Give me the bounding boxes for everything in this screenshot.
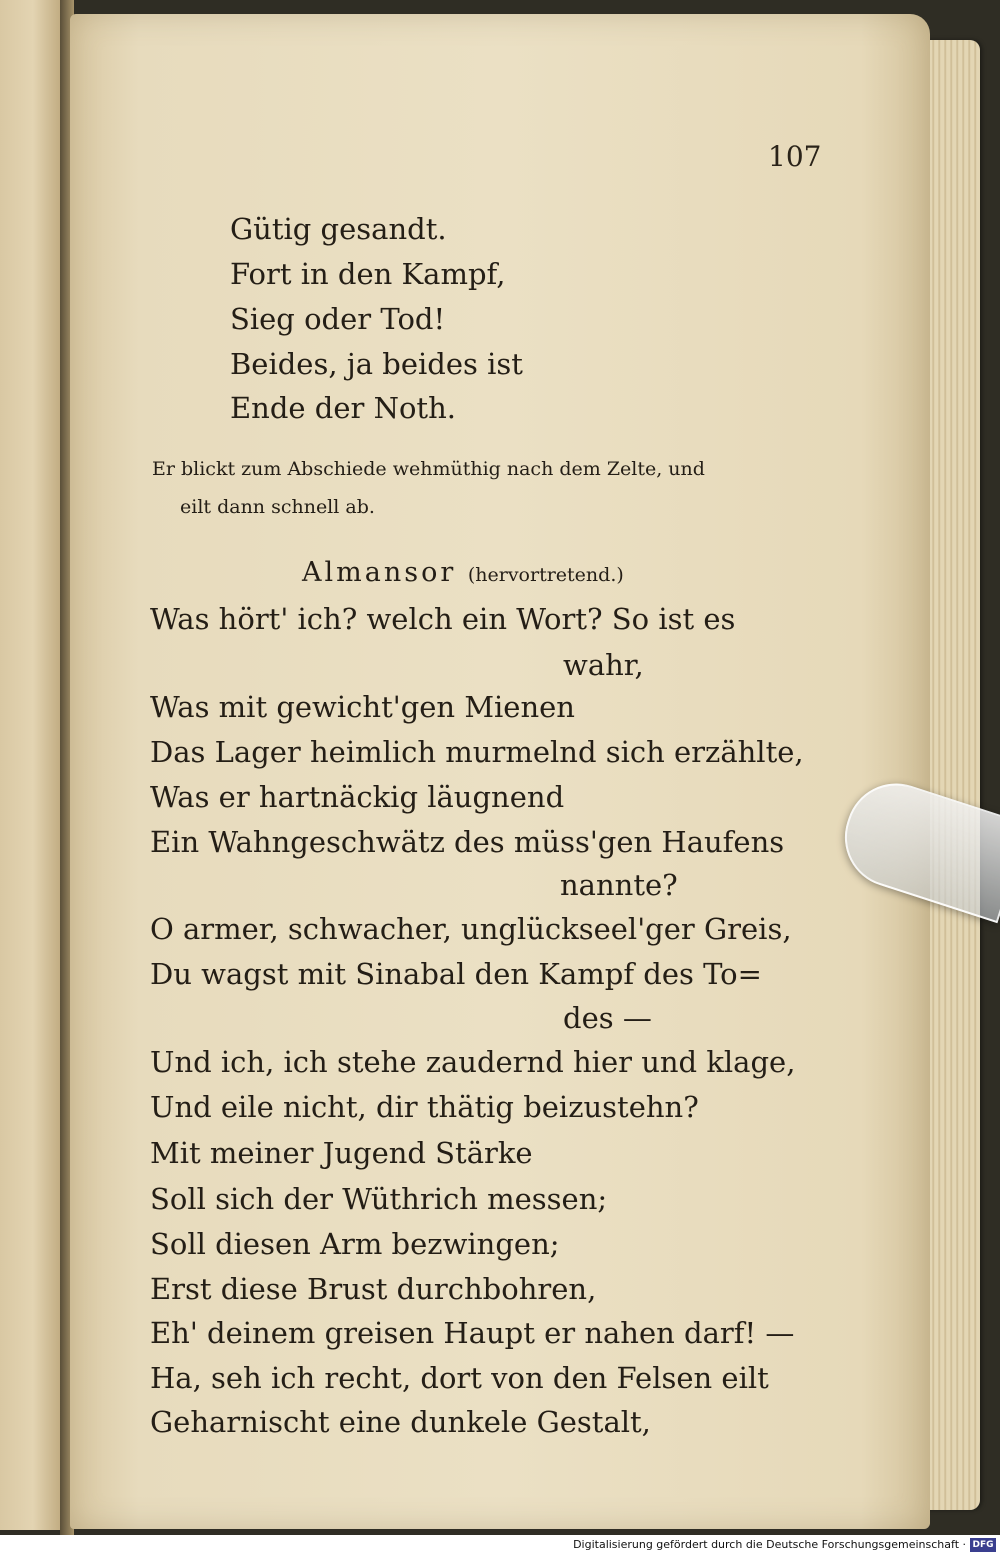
verse-line: Fort in den Kampf, xyxy=(230,257,506,291)
verse-line: Ha, seh ich recht, dort von den Felsen eilt xyxy=(150,1361,769,1395)
verse-line: Und ich, ich stehe zaudernd hier und klage, xyxy=(150,1045,796,1079)
verse-line: Ende der Noth. xyxy=(230,391,456,425)
verse-line: Erst diese Brust durchbohren, xyxy=(150,1272,597,1306)
speaker-note: (hervortretend.) xyxy=(467,564,624,586)
page-number: 107 xyxy=(768,140,822,173)
verse-line: nannte? xyxy=(560,868,678,902)
verse-line: Gütig gesandt. xyxy=(230,212,447,246)
verse-line: Du wagst mit Sinabal den Kampf des To= xyxy=(150,957,762,991)
verse-line: Sieg oder Tod! xyxy=(230,302,446,336)
verse-line: Mit meiner Jugend Stärke xyxy=(150,1136,533,1170)
stage-direction-line: Er blickt zum Abschiede wehmüthig nach dem Zelte, und xyxy=(152,458,705,480)
verse-line: Eh' deinem greisen Haupt er nahen darf! — xyxy=(150,1316,795,1350)
verse-line: Was er hartnäckig läugnend xyxy=(150,780,565,814)
verse-line: Das Lager heimlich murmelnd sich erzählte, xyxy=(150,735,804,769)
verse-line: O armer, schwacher, unglückseel'ger Greis, xyxy=(150,912,792,946)
verse-line: Was hört' ich? welch ein Wort? So ist es xyxy=(150,602,736,636)
left-page-edge xyxy=(0,0,62,1530)
verse-line: Geharnischt eine dunkele Gestalt, xyxy=(150,1405,651,1439)
verse-line: Und eile nicht, dir thätig beizustehn? xyxy=(150,1090,699,1124)
verse-line: Beides, ja beides ist xyxy=(230,347,523,381)
verse-line: Soll sich der Wüthrich messen; xyxy=(150,1182,608,1216)
verse-line: Was mit gewicht'gen Mienen xyxy=(150,690,575,724)
speaker-heading xyxy=(302,557,624,588)
verse-line: Soll diesen Arm bezwingen; xyxy=(150,1227,560,1261)
stage-direction-line: eilt dann schnell ab. xyxy=(180,496,375,518)
verse-line: Ein Wahngeschwätz des müss'gen Haufens xyxy=(150,825,785,859)
verse-line: des — xyxy=(563,1001,652,1035)
footer-credit: Digitalisierung gefördert durch die Deutsche Forschungsgemeinschaft · xyxy=(573,1538,966,1551)
verse-line: wahr, xyxy=(563,648,644,682)
dfg-logo: DFG xyxy=(970,1538,996,1552)
speaker-name: Almansor xyxy=(302,557,457,588)
